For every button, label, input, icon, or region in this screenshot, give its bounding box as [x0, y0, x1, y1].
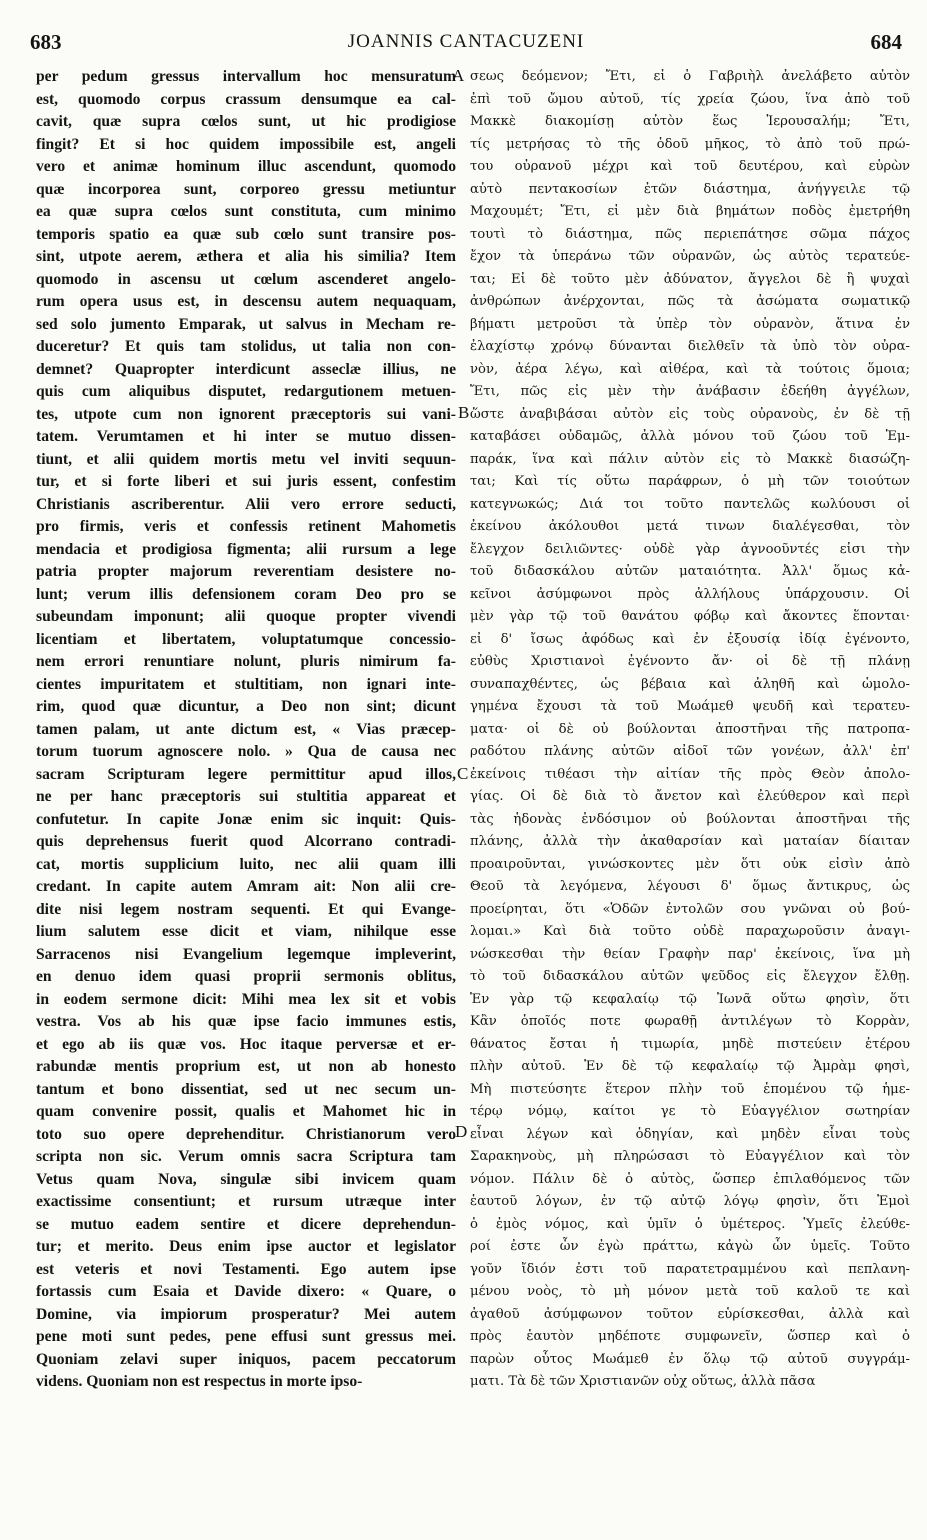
- greek-text-line: ραδότου πλάνης αὐτῶν αἰδοῖ τῶν γονέων, ἀλλ' ἐπ': [470, 744, 910, 759]
- latin-text-line: nem errori renuntiare nolunt, pluris nimirum fa-: [36, 653, 456, 670]
- greek-text-line: τουτὶ τὸ διάστημα, πῶς περιεπάτησε σῶμα πάχος: [470, 226, 910, 242]
- greek-text-line: ἔχον τὰ ὑπεράνω τῶν οὐρανῶν, ὡς αὐτὸς τερατεύε-: [470, 249, 910, 264]
- greek-text-line: ἐκείνου ἀκόλουθοι μετά τινων διαλέγεσθαι, τὸν: [470, 519, 910, 534]
- greek-text-line: ὥστε ἀναβιβάσαι αὐτὸν εἰς τοὺς οὐρανοὺς, ἐν δὲ τῇ: [470, 406, 910, 422]
- latin-text-line: Vetus quam Nova, singulæ sibi invicem quam: [36, 1170, 456, 1188]
- greek-text-line: Μαχουμέτ; Ἔτι, εἰ μὲν διὰ βημάτων ποδὸς ἐμετρήθη: [470, 204, 910, 219]
- greek-text-line: θάνατος ἔσται ἡ τιμωρία, μηδὲ πιστεύειν ἑτέρου: [470, 1036, 910, 1052]
- greek-text-line: πρὸς ἑαυτὸν μηδέποτε συμφωνεῖν, ὥσπερ καὶ ὁ: [470, 1329, 910, 1344]
- latin-text-line: temporis spatio ea quæ sub cœlo sunt transire pos-: [36, 225, 456, 243]
- greek-text-line: ἐλαχίστῳ χρόνῳ δύνανται διελθεῖν τὰ ὑπὸ τὸν οὐρα-: [470, 339, 910, 354]
- latin-text-line: exactissime consentiunt; et rursum utræque inter: [36, 1193, 456, 1210]
- latin-text-line: subeundam imponunt; alii quoque propter vivendi: [36, 608, 456, 625]
- greek-text-line: ἀγαθοῦ ἀσύμφωνον τοῦτον εὑρίσκεσθαι, ἀλλὰ καὶ: [470, 1306, 910, 1322]
- latin-text-line: en denuo idem quasi proprii sermonis oblitus,: [36, 968, 456, 985]
- greek-text-line: τὰς ἡδονὰς ἐνδόσιμον οὐ βούλονται ἀποστῆναι τῆς: [470, 811, 910, 827]
- latin-text-line: lium salutem esse dicit et viam, nihilque esse: [36, 923, 456, 940]
- greek-text-line: γημένα ἔχουσι τὰ τοῦ Μωάμεθ ψευδῆ καὶ τερατευ-: [470, 699, 910, 714]
- greek-text-line: μένου νοὸς, τὸ μὴ μόνον μετὰ τοῦ καλοῦ τε καὶ: [470, 1284, 910, 1299]
- greek-text-line: συναπαχθέντες, ὡς βέβαια καὶ ἀληθῆ καὶ ὡμολο-: [470, 676, 910, 692]
- greek-text-line: ἐκείνοις τιθέασι τὴν αἰτίαν τῆς πρὸς Θεὸν ἀπολο-: [470, 766, 910, 782]
- latin-text-line: sed solo jumento Emparak, ut salvus in Mecham re-: [36, 315, 456, 333]
- latin-text-line: se mutuo eadem sentire et dicere deprehendun-: [36, 1215, 456, 1233]
- greek-text-line: ματι. Τὰ δὲ τῶν Χριστιανῶν οὐχ οὕτως, ἀλλὰ πᾶσα: [470, 1374, 816, 1389]
- greek-text-line: πλὴν αὐτοῦ. Ἐν δὲ τῷ κεφαλαίῳ τῷ Ἀμρὰμ φησὶ,: [470, 1059, 910, 1074]
- latin-text-line: toto suo opere deprehenditur. Christianorum vero: [36, 1125, 456, 1143]
- latin-text-line: sint, utpote aerem, æthera et alia his similia? Item: [36, 248, 456, 265]
- latin-text-line: quam convenire possit, qualis et Mahomet hic in: [36, 1103, 456, 1120]
- greek-text-line: ὁ ἐμὸς νόμος, καὶ ὑμῖν ὁ ὑμέτερος. Ὑμεῖς ἐλεύθε-: [470, 1216, 910, 1232]
- greek-text-line: του οὐρανοῦ μέχρι καὶ τοῦ δευτέρου, καὶ εὑρὼν: [470, 159, 910, 174]
- margin-marker-b: B: [458, 403, 470, 422]
- greek-text-line: παρὼν οὗτος Μωάμεθ ἐν ὅλῳ τῷ αὐτοῦ συγγράμ-: [470, 1351, 910, 1367]
- latin-column: [36, 66, 456, 1394]
- latin-text-line: fingit? Et si hoc quidem impossibile est, angeli: [36, 135, 456, 153]
- page-number-right: 684: [870, 30, 902, 54]
- latin-text-line: torum tuorum agnoscere nolo. » Qua de causa nec: [36, 743, 456, 760]
- greek-text-line: Κἂν ὁποῖός ποτε φωραθῇ ἀντιλέγων τὸ Κορρὰν,: [470, 1014, 910, 1029]
- latin-text-line: est, quomodo corpus crassum densumque ea cal-: [36, 90, 456, 108]
- latin-text-line: credant. In capite autem Amram ait: Non alii cre-: [36, 878, 456, 895]
- running-title: JOANNIS CANTACUZENI: [347, 31, 585, 52]
- latin-text-line: licentiam et libertatem, voluptatumque concessio-: [36, 630, 456, 648]
- latin-text-line: pro firmis, veris et confessis retinent Mahometis: [36, 518, 456, 535]
- greek-text-line: καταβάσει οὐδαμῶς, ἀλλὰ μόνου τοῦ ζώου τοῦ Ἐμ-: [470, 429, 910, 444]
- latin-text-line: lunt; verum illis defensionem coram Deo pro se: [36, 585, 456, 603]
- greek-text-line: ἔλεγχον δειλιῶντες· οὐδὲ γὰρ ἀγνοοῦντές εἰσι τὴν: [470, 541, 910, 557]
- greek-text-line: ται; Εἰ δὲ τοῦτο μὲν ἀδύνατον, ἄγγελοι δὲ ἢ ψυχαὶ: [470, 271, 910, 287]
- latin-text-line: fortassis cum Esaia et Davide dixero: « Quare, o: [36, 1283, 456, 1300]
- greek-text-line: νόμον. Πάλιν δὲ ὁ αὐτὸς, ὥσπερ ἐπιλαθόμενος τῶν: [470, 1171, 910, 1187]
- greek-text-line: εὐθὺς Χριστιανοὶ ἐγένοντο ἄν· οἱ δὲ τῇ πλάνῃ: [470, 654, 910, 669]
- greek-text-line: ματα· οἱ δὲ οὐ βούλονται ἀποστῆναι τῆς πατροπα-: [470, 721, 910, 737]
- latin-text-line: vero et animæ hominum illuc ascendunt, quomodo: [36, 158, 456, 175]
- latin-text-line: tantum et bono dissentiat, sed ut nec secum un-: [36, 1080, 456, 1098]
- greek-text-line: ἑαυτοῦ λόγων, ἐν τῷ αὐτῷ λόγῳ φησὶν, ὅτι Ἐμοὶ: [470, 1194, 910, 1209]
- greek-text-line: Ἔτι, πῶς εἰς μὲν τὴν ἀνάβασιν ἐδεήθη ἀγγέλων,: [470, 384, 910, 399]
- greek-text-line: εἰ δ' ἴσως ἀφόδως καὶ ἐν ἐξουσίᾳ ἰδίᾳ ἐγένοντο,: [470, 631, 910, 647]
- page-number-left: 683: [30, 30, 62, 54]
- latin-text-line: cat, mortis supplicium luito, nec alii quam illi: [36, 855, 456, 873]
- latin-text-line: confutetur. In capite Jonæ enim sic inquit: Quis-: [36, 810, 456, 828]
- latin-text-line: ne per hanc præceptoris sui stultitia appareat et: [36, 788, 456, 805]
- greek-text-line: προείρηται, ὅτι «Ὁδῶν ἐντολῶν σου γνῶναι οὐ βού-: [470, 901, 910, 917]
- greek-text-line: σεως δεόμενον; Ἔτι, εἰ ὁ Γαβριὴλ ἀνελάβετο αὐτὸν: [470, 69, 910, 84]
- latin-text-line: dite nisi legem nostram sequenti. Et qui Evange-: [36, 900, 456, 918]
- greek-column: [470, 66, 910, 1394]
- latin-text-line: tur, et si forte liberi et sui juris essent, confestim: [36, 473, 456, 490]
- margin-marker-a: A: [452, 66, 465, 85]
- greek-text-line: Μὴ πιστεύσητε ἕτερον πλὴν τοῦ ἑπομένου τῷ ἡμε-: [470, 1081, 910, 1097]
- latin-text-line: cavit, quæ supra cœlos sunt, ut hic prodigiose: [36, 113, 456, 130]
- latin-text-line: quæ incorporea sunt, corporeo gressu metiuntur: [36, 180, 456, 198]
- greek-text-line: Ἐν γὰρ τῷ κεφαλαίῳ τῷ Ἰωνᾶ οὕτω φησὶν, ὅτι: [470, 991, 910, 1007]
- latin-text-line: patria propter majorum reverentiam desistere no-: [36, 563, 456, 580]
- greek-text-line: εἶναι λέγων καὶ ὁδηγίαν, καὶ μηδὲν εἶναι τοὺς: [470, 1126, 910, 1142]
- greek-text-line: νὸν, ἀέρα λέγω, καὶ αἰθέρα, καὶ τὰ τούτοις ὅμοια;: [470, 361, 910, 377]
- greek-text-line: τὸ τοῦ διδασκάλου αὐτῶν ψεῦδος εἰς ἔλεγχον ἔλθῃ.: [470, 969, 910, 984]
- greek-text-line: Σαρακηνοὺς, μὴ πληρώσασι τὸ Εὐαγγέλιον καὶ τὸν: [470, 1149, 910, 1164]
- latin-text-line: Sarracenos nisi Evangelium legemque impleverint,: [36, 945, 456, 963]
- latin-text-line: tes, utpote cum non ignorent præceptoris sui vani-: [36, 405, 456, 423]
- latin-text-line: tur; et merito. Deus enim ipse auctor et legislator: [36, 1238, 456, 1255]
- greek-text-line: Μακκὲ διακομίσῃ αὐτὸν ἕως Ἱερουσαλήμ; Ἔτι,: [470, 114, 910, 129]
- greek-text-line: νώσκεσθαι τὴν θείαν Γραφὴν παρ' ἐκείνοις, ἵνα μὴ: [470, 946, 910, 962]
- latin-text-line: vestra. Vos ab his quæ ipse facio immunes estis,: [36, 1013, 456, 1030]
- latin-text-line: scripta non sic. Verum omnis sacra Scriptura tam: [36, 1148, 456, 1165]
- greek-text-line: τοῦ διδασκάλου αὐτῶν ματαιότητα. Ἀλλ' ὅμως κἀ-: [470, 564, 910, 579]
- greek-text-line: πλάνης, ἀλλὰ τὴν ἀκαθαρσίαν καὶ ματαίαν δίαιταν: [470, 834, 910, 849]
- greek-text-line: λομαι.» Καὶ διὰ τοῦτο οὐδὲ παραχωροῦσιν ἀναγι-: [470, 924, 910, 939]
- latin-text-line: ea quæ supra cœlos sunt constituta, cum minimo: [36, 203, 456, 220]
- latin-text-line: Christianis ascriberentur. Alii vero errore seducti,: [36, 495, 456, 513]
- latin-text-line: in eodem sermone dicit: Mihi mea lex sit et vobis: [36, 990, 456, 1008]
- latin-text-line: cientes impuritatem et stultitiam, non ignari inte-: [36, 675, 456, 693]
- greek-text-line: γοῦν ἴδιόν ἐστι τοῦ παρατετραμμένου καὶ πεπλανη-: [470, 1261, 910, 1277]
- greek-text-line: κεῖνοι ἀσύμφωνοι πρὸς ἀλλήλους ὑπάρχουσιν. Οἱ: [470, 586, 910, 602]
- latin-text-line: quis deprehensus fuerit quod Alcorrano contradi-: [36, 833, 456, 850]
- latin-text-line: et ego ab iis quæ vos. Hoc itaque perversæ et er-: [36, 1035, 456, 1053]
- latin-text-line: sacram Scripturam legere permittitur apud illos,: [36, 765, 456, 783]
- latin-text-line: quis cum aliquibus disputet, redargutionem metuen-: [36, 383, 456, 400]
- latin-text-line: demnet? Quapropter interdicunt asseclæ illius, ne: [36, 360, 456, 378]
- latin-text-line: mendacia et prodigiosa figmenta; alii rursum a lege: [36, 540, 456, 558]
- latin-text-line: pene moti sunt pedes, pene effusi sunt gressus mei.: [36, 1328, 456, 1345]
- latin-text-line: per pedum gressus intervallum hoc mensuratum: [36, 68, 456, 85]
- greek-text-line: γίας. Οἱ δὲ διὰ τὸ ἄνετον καὶ ἐλεύθερον καὶ περὶ: [470, 789, 910, 804]
- latin-text-line: rum opera usus est, in descensu autem nequaquam,: [36, 293, 456, 310]
- greek-text-line: ται; Καὶ τίς οὕτω παράφρων, ὁ μὴ τῶν τοιούτων: [470, 474, 910, 489]
- greek-text-line: ροί ἐστε ὧν ἐγὼ πράττω, κἀγὼ ὧν ὑμεῖς. Τοῦτο: [470, 1239, 910, 1254]
- page-header: [30, 30, 902, 60]
- greek-text-line: παράκ, ἵνα καὶ πάλιν αὐτὸν εἰς τὸ Μακκὲ διασώζη-: [470, 451, 910, 467]
- greek-text-line: κατεγνωκώς; Διά τοι τοῦτο παντελῶς κωλύουσι οἱ: [470, 496, 910, 512]
- greek-text-line: αὐτὸ πεντακοσίων ἐτῶν διάστημα, ἀνήγγειλε τῷ: [470, 181, 910, 197]
- latin-text-line: duceretur? Et quis tam stolidus, ut talia non con-: [36, 338, 456, 355]
- latin-text-line: quomodo in ascensu ut cœlum ascenderet angelo-: [36, 270, 456, 288]
- greek-text-line: βήματι μετροῦσι τὰ ὑπὲρ τὸν οὐρανὸν, ἅτινα ἐν: [470, 316, 910, 332]
- latin-text-line: tatem. Verumtamen et hi inter se mutuo dissen-: [36, 428, 456, 445]
- greek-text-line: ἀνθρώπων ἀνέρχονται, πῶς τὰ ἀσώματα σωματικῷ: [470, 294, 910, 309]
- latin-text-line: tiunt, et alii quidem mortis metu vel inviti sequun-: [36, 450, 456, 468]
- latin-text-line: rabundæ mentis proprium est, ut non ab honesto: [36, 1058, 456, 1075]
- latin-text-line: est veteris et novi Testamenti. Ego autem ipse: [36, 1260, 456, 1278]
- margin-marker-d: D: [455, 1122, 468, 1141]
- latin-text-line: rim, quod quæ dicuntur, a Deo non sint; dicunt: [36, 698, 456, 715]
- latin-text-line: Domine, via impiorum prosperatur? Mei autem: [36, 1305, 456, 1323]
- margin-marker-c: C: [457, 764, 469, 783]
- greek-text-line: μὲν γὰρ τῷ τοῦ θανάτου φόβῳ καὶ ἄκοντες ἕπονται·: [470, 609, 910, 624]
- greek-text-line: ἐπὶ τοῦ ὤμου αὐτοῦ, τίς χρεία ζώου, ἵνα ἀπὸ τοῦ: [470, 91, 910, 107]
- latin-text-line: videns. Quoniam non est respectus in morte ipso-: [36, 1373, 363, 1390]
- latin-text-line: Quoniam zelavi super iniquos, pacem peccatorum: [36, 1350, 456, 1368]
- latin-text-line: tamen palam, ut ante dictum est, « Vias præcep-: [36, 720, 456, 738]
- greek-text-line: τέρῳ νόμῳ, καίτοι γε τὸ Εὐαγγέλιον σωτηρίαν: [470, 1104, 910, 1119]
- greek-text-line: τίς μετρήσας τὸ τῆς ὁδοῦ μῆκος, τὸ ἀπὸ τοῦ πρώ-: [470, 136, 910, 152]
- greek-text-line: προαιροῦνται, γινώσκοντες μὲν ὅτι οὐκ εἰσὶν ἀπὸ: [470, 856, 910, 872]
- greek-text-line: Θεοῦ τὰ λεγόμενα, λέγουσι δ' ὅμως ἄντικρυς, ὡς: [470, 879, 910, 894]
